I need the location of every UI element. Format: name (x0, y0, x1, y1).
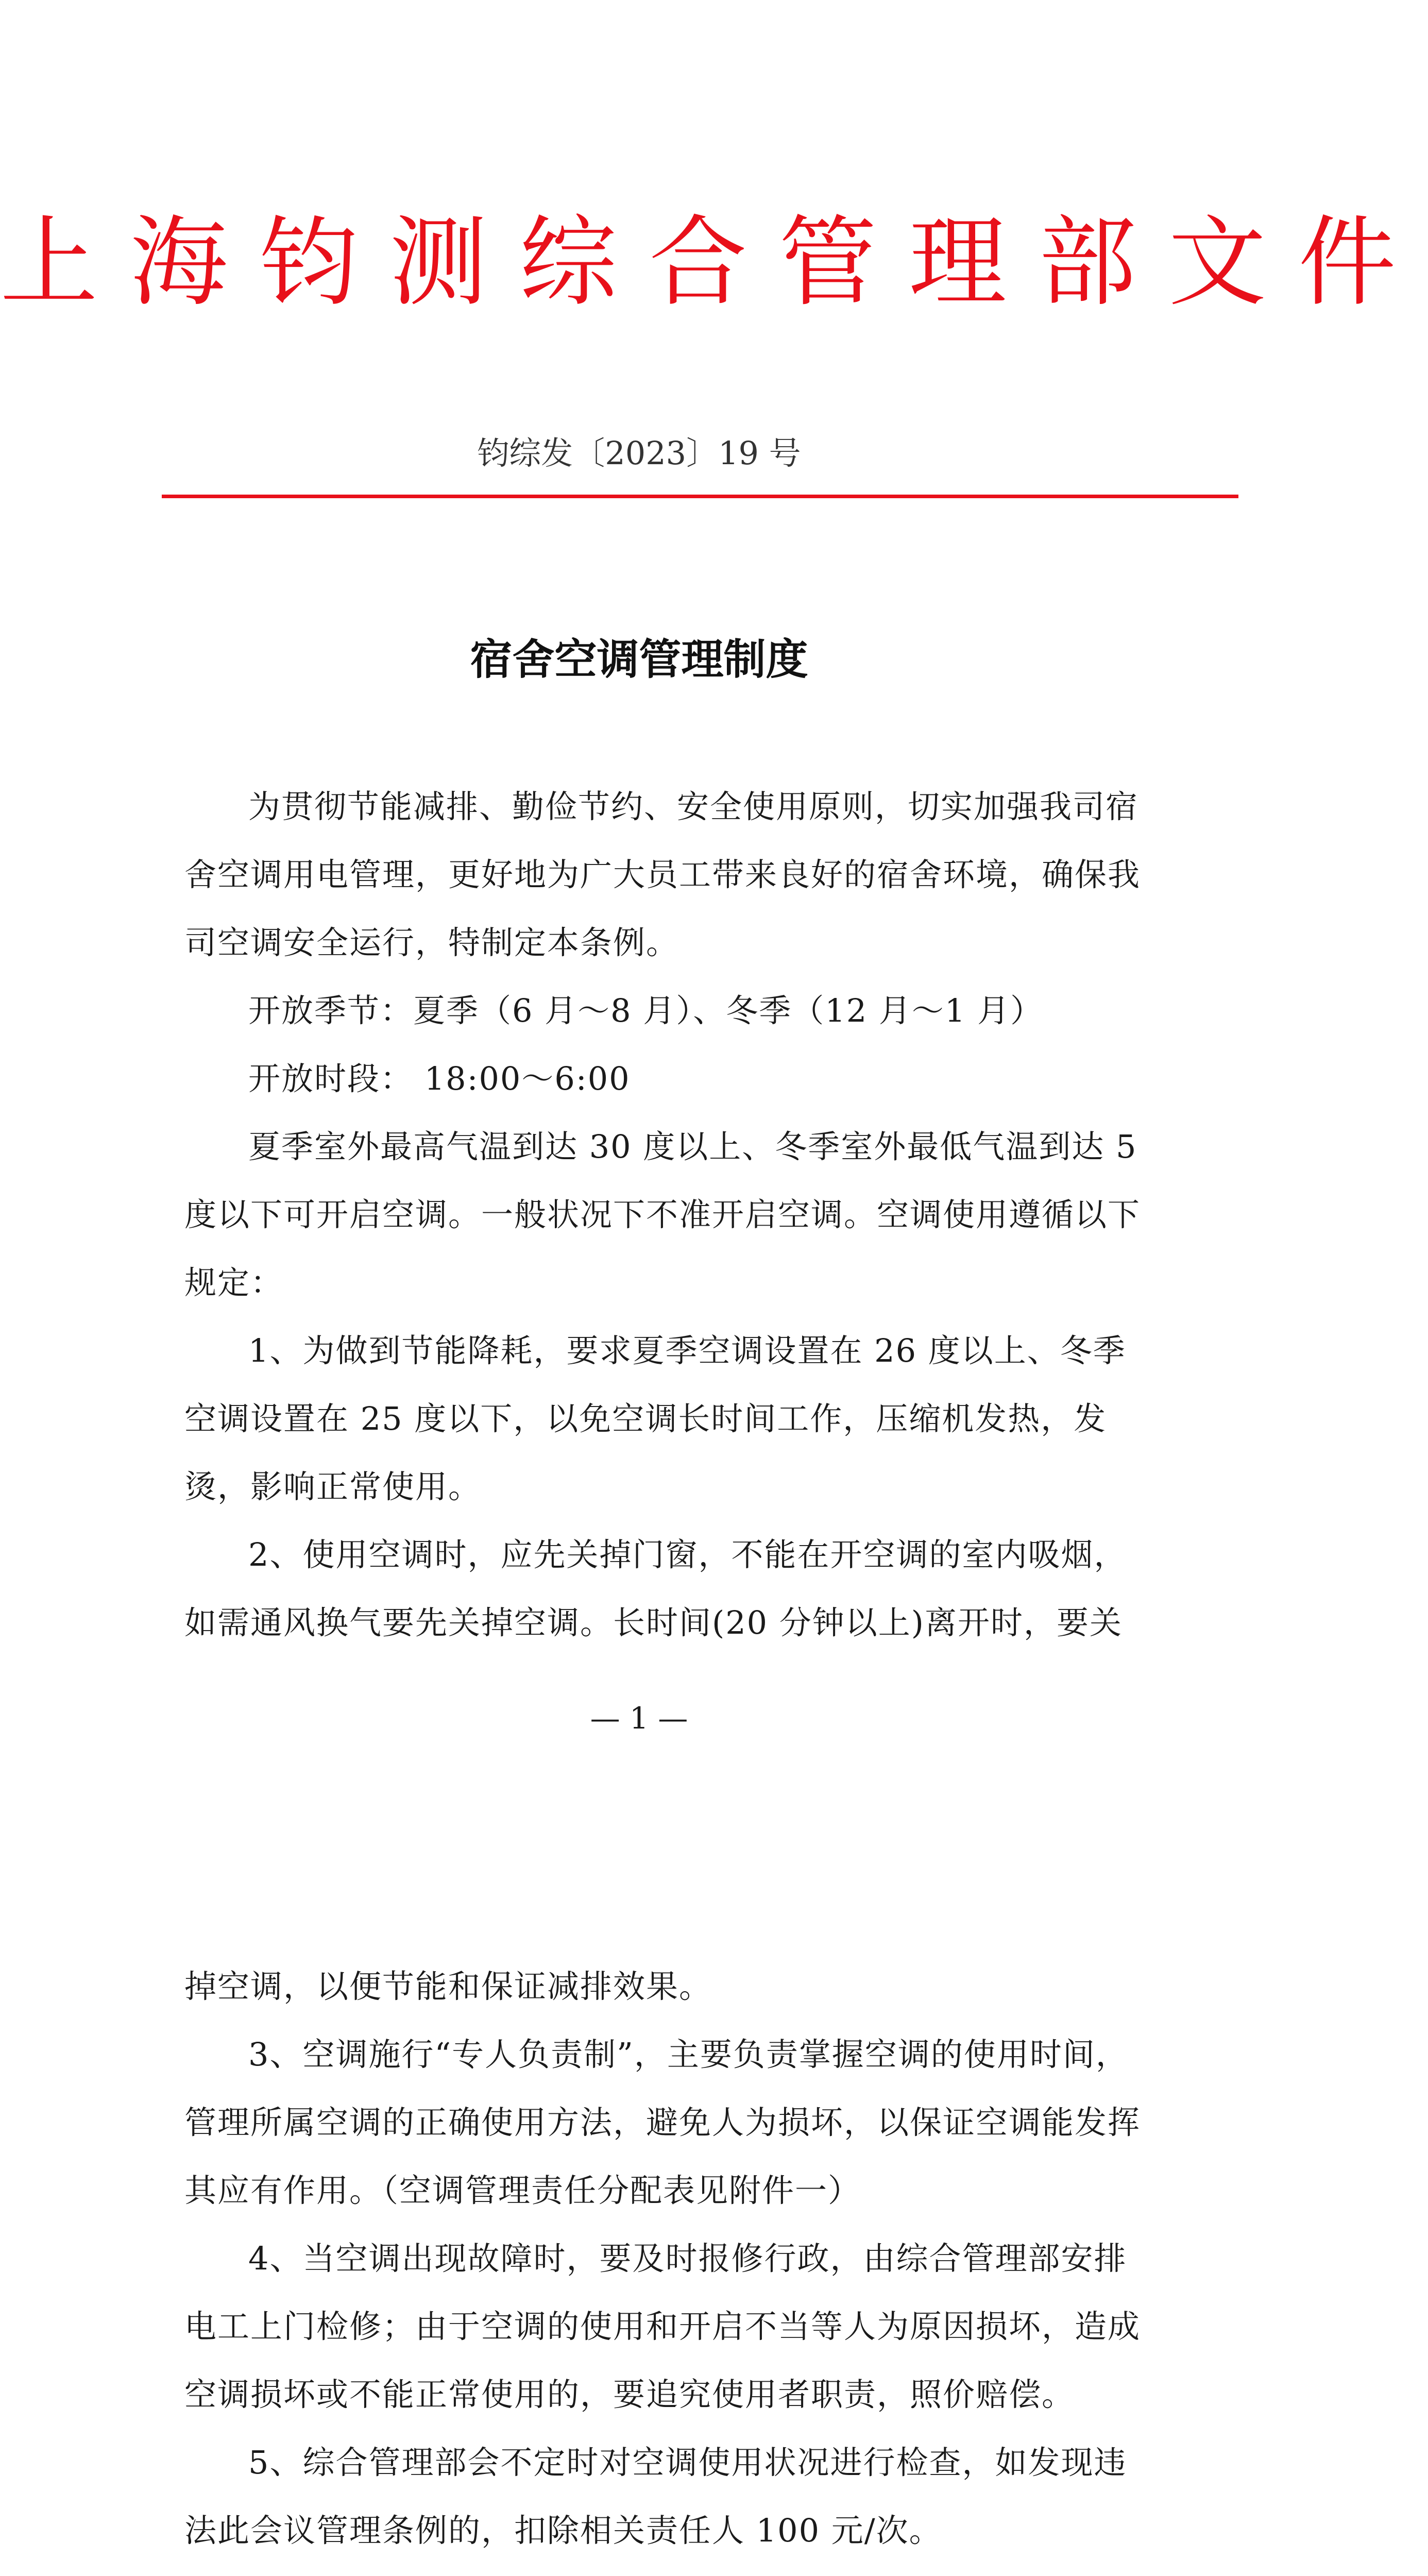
temperature-rule-paragraph: 夏季室外最高气温到达 30 度以上、冬季室外最低气温到达 5 度以下可开启空调。一般状况下不准开启空调。空调使用遵循以下规定： (184, 1128, 1141, 1301)
rule-2-paragraph: 2、使用空调时，应先关掉门窗，不能在开空调的室内吸烟，如需通风换气要先关掉空调。长时间(20 分钟以上)离开时，要关 (184, 1536, 1127, 1641)
intro-paragraph: 为贯彻节能减排、勤俭节约、安全使用原则，切实加强我司宿舍空调用电管理，更好地为广大员工带来良好的宿舍环境，确保我司空调安全运行，特制定本条例。 (184, 788, 1141, 961)
rule-4-paragraph: 4、当空调出现故障时，要及时报修行政，由综合管理部安排电工上门检修；由于空调的使用和开启不当等人为原因损坏，造成空调损坏或不能正常使用的，要追究使用者职责，照价赔偿。 (184, 2240, 1141, 2413)
page-number-1: — 1 — (590, 1701, 688, 1736)
document-number: 钧综发〔2023〕19 号 (477, 434, 801, 472)
rule-5-paragraph: 5、综合管理部会不定时对空调使用状况进行检查，如发现违法此会议管理条例的，扣除相关责任人 100 元/次。 (184, 2444, 1127, 2549)
open-hours-paragraph: 开放时段： 18:00～6:00 (248, 1060, 631, 1097)
rule-1-paragraph: 1、为做到节能降耗，要求夏季空调设置在 26 度以上、冬季空调设置在 25 度以下，以免空调长时间工作，压缩机发热，发烫，影响正常使用。 (184, 1332, 1126, 1505)
rule-2-continuation: 掉空调，以便节能和保证减排效果。 (184, 1968, 712, 2005)
document-title: 宿舍空调管理制度 (470, 635, 808, 684)
document-header-title: 上海钧测综合管理部文件 (0, 206, 1428, 319)
header-divider (162, 495, 1238, 498)
open-season-paragraph: 开放季节：夏季（6 月～8 月）、冬季（12 月～1 月） (248, 992, 1044, 1029)
rule-3-paragraph: 3、空调施行“专人负责制”，主要负责掌握空调的使用时间，管理所属空调的正确使用方法，避免人为损坏，以保证空调能发挥其应有作用。（空调管理责任分配表见附件一） (184, 2036, 1141, 2209)
